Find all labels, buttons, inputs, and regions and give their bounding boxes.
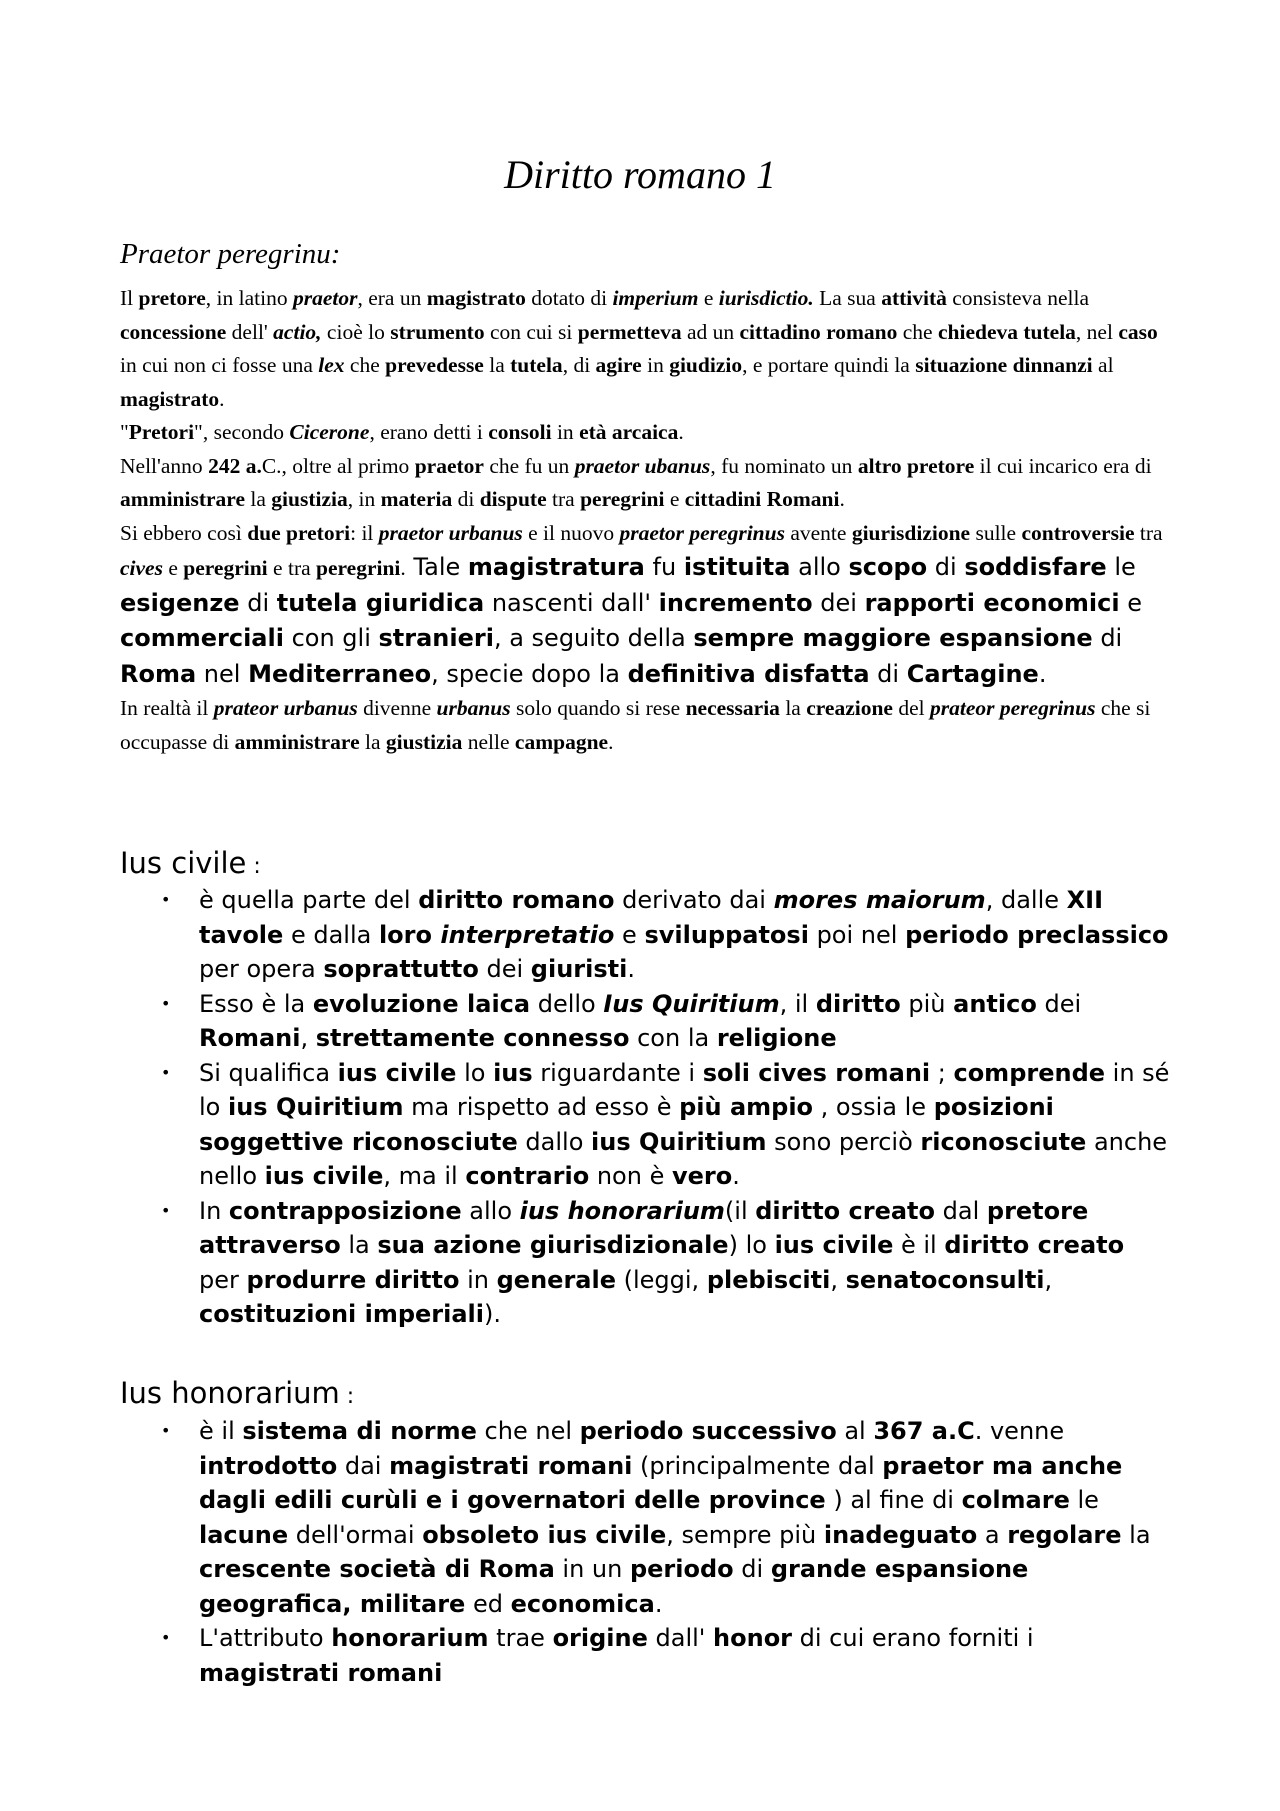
text-run: la — [340, 1231, 378, 1259]
list-item — [120, 1414, 1170, 1621]
text-run: grande espansione geografica, militare — [199, 1555, 1029, 1618]
text-run: di — [927, 553, 965, 581]
text-run: istituita — [683, 553, 791, 581]
text-run: Mediterraneo — [248, 659, 432, 688]
text-run: necessaria — [685, 696, 780, 720]
text-run: honorarium — [331, 1624, 489, 1652]
text-run: L'attributo — [199, 1624, 332, 1652]
text-run: allo — [461, 1196, 520, 1225]
text-run: creazione — [806, 696, 893, 720]
text-run: e — [698, 286, 719, 310]
text-run: e — [664, 487, 685, 511]
text-run: , in latino — [205, 286, 293, 310]
text-run: di — [452, 487, 480, 511]
text-run: materia — [380, 487, 453, 511]
text-run: praetor ma anche dagli edili curùli e i governatori delle province — [199, 1451, 1123, 1514]
text-run: derivato dai — [614, 886, 774, 914]
text-run: stranieri — [378, 624, 494, 652]
page-title: Diritto romano 1 — [504, 152, 776, 197]
text-run: ma rispetto ad esso è — [403, 1093, 680, 1121]
text-run: amministrare — [120, 487, 245, 511]
text-run: cittadino romano — [739, 319, 898, 344]
bullet-icon: • — [161, 1628, 171, 1647]
text-run: agire — [595, 353, 642, 377]
text-run: è il — [893, 1231, 945, 1259]
list-item — [120, 883, 1170, 987]
text-run: Pretori — [128, 420, 195, 444]
text-run: (leggi, — [615, 1265, 707, 1294]
text-run: sistema di norme — [242, 1417, 477, 1445]
text-run: dei — [478, 955, 531, 983]
text-run: ) al fine di — [825, 1486, 962, 1514]
text-run: produrre diritto — [246, 1265, 460, 1294]
text-run: evoluzione laica — [312, 989, 531, 1018]
text-run: per opera — [199, 955, 324, 983]
text-run: magistratura — [467, 553, 645, 581]
text-run: XII tavole — [199, 886, 1104, 949]
text-run: che — [344, 353, 386, 377]
text-run: più ampio — [679, 1093, 814, 1121]
text-run: ius civile — [774, 1231, 894, 1259]
text-run: costituzioni imperiali — [199, 1300, 485, 1328]
text-run: permetteva — [577, 319, 682, 344]
text-run: la — [1121, 1520, 1151, 1549]
text-run: più — [900, 989, 954, 1018]
text-run: La sua — [813, 286, 882, 310]
text-run: e dalla — [283, 920, 379, 949]
text-run: trae — [488, 1624, 553, 1652]
text-run: in un — [554, 1555, 630, 1583]
text-run: giuristi — [530, 955, 628, 983]
text-run: , sempre più — [666, 1520, 824, 1549]
text-run: ius civile — [337, 1058, 457, 1087]
text-run: , nel — [1075, 319, 1119, 344]
list-item — [120, 1194, 1170, 1332]
text-run: divenne — [357, 696, 437, 720]
text-run: la — [245, 487, 272, 511]
text-run: inadeguato — [823, 1520, 978, 1549]
text-run: In — [199, 1196, 229, 1225]
text-run: ius Quiritium — [227, 1093, 404, 1121]
text-run: che fu un — [483, 453, 575, 478]
text-run: imperium — [612, 286, 699, 310]
text-run: senatoconsulti — [845, 1265, 1045, 1294]
text-run: Cicerone — [289, 420, 370, 444]
text-run: interpretatio — [440, 920, 615, 949]
text-run: 367 a.C — [873, 1417, 975, 1445]
text-run: , il — [779, 989, 816, 1018]
text-run: magistrati romani — [389, 1451, 633, 1480]
text-run: lo — [456, 1058, 494, 1087]
ius-civile-heading-colon: : — [246, 854, 261, 879]
text-run: di cui erano forniti i — [792, 1624, 1034, 1652]
text-run: di — [869, 659, 907, 688]
text-run: consoli — [488, 420, 552, 444]
praetor-paragraph-3 — [120, 450, 1170, 517]
text-run: con gli — [283, 624, 379, 652]
text-run: rapporti economici — [864, 588, 1120, 617]
text-run: periodo preclassico — [905, 920, 1169, 949]
text-run: al — [1092, 353, 1114, 377]
text-run: ed — [465, 1589, 511, 1618]
text-run: in — [641, 353, 670, 377]
text-run: strumento — [390, 319, 485, 344]
text-run: Il — [120, 286, 139, 310]
text-run: ius honorarium — [519, 1196, 725, 1225]
text-run: praetor — [414, 453, 484, 478]
section-heading-ius-honorarium — [120, 1375, 354, 1415]
text-run: , — [300, 1024, 316, 1052]
text-run: in — [459, 1265, 497, 1294]
text-run: sono perciò — [766, 1127, 921, 1156]
text-run: dispute — [479, 487, 547, 511]
text-run: lacune — [199, 1520, 289, 1549]
text-run: situazione dinnanzi — [915, 353, 1093, 377]
text-run: che si occupasse di — [120, 696, 1151, 754]
text-run: . — [627, 955, 635, 983]
praetor-paragraphs — [120, 282, 1170, 759]
bullet-icon: • — [161, 1200, 171, 1220]
text-run: mores maiorum — [773, 886, 986, 914]
text-run: diritto creato — [755, 1196, 936, 1225]
text-run: . — [732, 1162, 740, 1190]
text-run: religione — [716, 1024, 837, 1052]
text-run: praetor ubanus — [574, 453, 711, 478]
text-run: due pretori — [247, 520, 351, 545]
text-run: tra — [546, 487, 581, 511]
text-run: In realtà il — [120, 696, 214, 720]
text-run: e — [614, 920, 645, 949]
text-run: 242 a. — [208, 453, 262, 478]
text-run: (il — [724, 1196, 756, 1225]
text-run: tutela — [510, 353, 563, 377]
text-run: lex — [318, 353, 345, 377]
text-run: il cui incarico era di — [974, 453, 1152, 478]
list-item — [120, 1056, 1170, 1194]
text-run: del — [892, 696, 931, 720]
text-run: obsoleto ius civile — [422, 1520, 667, 1549]
text-run: in sé lo — [199, 1058, 1170, 1121]
text-run: . — [608, 729, 614, 754]
text-run: crescente società di Roma — [199, 1555, 555, 1583]
text-run: che — [897, 319, 938, 344]
text-run: prateor urbanus — [213, 696, 358, 720]
text-run: Esso è la — [199, 989, 313, 1018]
text-run: avente — [784, 520, 852, 545]
text-run: , e portare quindi la — [742, 353, 916, 377]
text-run: , dalle — [985, 886, 1067, 914]
text-run: diritto creato — [944, 1231, 1125, 1259]
text-run: concessione — [120, 319, 227, 344]
text-run: soli cives romani — [702, 1058, 931, 1087]
text-run: età arcaica — [579, 420, 679, 444]
text-run: , fu nominato un — [710, 453, 858, 478]
text-run: per — [199, 1265, 247, 1294]
text-run: è il — [199, 1417, 243, 1445]
text-run: ; — [930, 1058, 954, 1087]
text-run: di — [239, 588, 277, 617]
text-run: ", secondo — [194, 420, 290, 444]
text-run: nel — [196, 659, 249, 688]
text-run: cittadini Romani — [684, 487, 840, 511]
text-run: attività — [881, 286, 947, 310]
text-run: . — [1038, 659, 1047, 688]
text-run: giurisdizione — [851, 520, 971, 545]
text-run: . — [839, 487, 845, 511]
text-run: C., oltre al primo — [261, 453, 415, 478]
text-run: . — [654, 1589, 663, 1618]
praetor-paragraph-5 — [120, 692, 1170, 759]
text-run: antico — [953, 989, 1037, 1018]
text-run: " — [120, 420, 129, 444]
section-heading-praetor: Praetor peregrinu: — [120, 238, 341, 270]
text-run: dei — [1036, 989, 1082, 1018]
ius-honorarium-heading-colon: : — [339, 1384, 355, 1409]
text-run: fu — [644, 553, 684, 581]
text-run: ius Quiritium — [591, 1127, 767, 1156]
text-run: cives — [120, 556, 163, 580]
text-run: , ma il — [383, 1162, 466, 1190]
text-run: , di — [562, 353, 596, 377]
text-run: nascenti dall' — [484, 588, 659, 617]
text-run: commerciali — [120, 624, 284, 652]
ius-civile-heading-text: Ius civile — [120, 846, 247, 880]
text-run: praetor peregrinus — [619, 520, 785, 545]
text-run: origine — [552, 1624, 648, 1652]
ius-honorarium-list — [120, 1414, 1170, 1690]
text-run: giustizia — [271, 487, 348, 511]
bullet-icon: • — [161, 993, 171, 1013]
text-run: dei — [812, 588, 865, 617]
text-run: loro — [378, 920, 441, 949]
text-run: periodo — [629, 1555, 734, 1583]
text-run: honor — [713, 1624, 793, 1652]
text-run: le — [1069, 1486, 1099, 1514]
text-run: che nel — [476, 1417, 580, 1445]
text-run: magistrato — [120, 386, 220, 411]
text-run: al — [836, 1417, 874, 1445]
text-run: periodo successivo — [579, 1417, 837, 1445]
text-run: dall' — [647, 1624, 714, 1652]
text-run: magistrati romani — [199, 1658, 443, 1687]
praetor-paragraph-2 — [120, 416, 1170, 450]
text-run: dello — [530, 989, 604, 1018]
text-run: consisteva nella — [946, 286, 1089, 310]
text-run: in — [551, 420, 580, 444]
text-run: . venne — [974, 1417, 1065, 1445]
text-run: . — [678, 420, 684, 444]
text-run: . — [400, 556, 406, 580]
text-run: diritto romano — [418, 886, 615, 914]
text-run: Si ebbero così — [120, 520, 248, 545]
text-run: e — [1119, 588, 1143, 617]
text-run: Ius Quiritium — [603, 989, 780, 1018]
text-run: a — [977, 1520, 1008, 1549]
text-run: con cui si — [484, 319, 578, 344]
text-run: in cui non ci fosse una — [120, 353, 319, 377]
ius-civile-list — [120, 883, 1170, 1332]
text-run: ) lo — [728, 1231, 775, 1259]
text-run: riconosciute — [920, 1127, 1087, 1156]
text-run: (principalmente dal — [632, 1451, 883, 1480]
text-run: regolare — [1007, 1520, 1122, 1549]
list-item — [120, 1621, 1170, 1690]
text-run: e il nuovo — [522, 520, 620, 545]
text-run: amministrare — [234, 729, 360, 754]
text-run: di — [733, 1555, 771, 1583]
text-run: , — [830, 1265, 846, 1294]
text-run: ius civile — [264, 1162, 384, 1190]
text-run: dotato di — [525, 286, 613, 310]
text-run: solo quando si rese — [510, 696, 686, 720]
text-run: generale — [496, 1265, 616, 1294]
text-run: scopo — [848, 553, 928, 581]
text-run: nelle — [462, 729, 515, 754]
bullet-icon: • — [161, 890, 171, 909]
text-run: contrapposizione — [228, 1196, 462, 1225]
text-run: non è — [589, 1162, 672, 1190]
text-run: introdotto — [199, 1451, 338, 1480]
text-run: Nell'anno — [120, 453, 209, 478]
text-run: strettamente connesso — [315, 1024, 630, 1052]
text-run: riguardante i — [532, 1058, 703, 1087]
text-run: peregrini — [316, 556, 401, 580]
text-run: Roma — [120, 659, 197, 688]
text-run: , in — [347, 487, 381, 511]
list-item — [120, 987, 1170, 1056]
text-run: plebisciti — [706, 1265, 831, 1294]
text-run: sviluppatosi — [644, 920, 809, 949]
text-run: Cartagine — [906, 659, 1039, 688]
text-run: giudizio — [669, 353, 743, 377]
text-run: posizioni soggettive riconosciute — [199, 1093, 1054, 1156]
text-run: vero — [671, 1162, 733, 1190]
text-run: anche nello — [199, 1127, 1168, 1190]
section-heading-ius-civile — [120, 845, 261, 885]
text-run: Tale — [405, 553, 468, 581]
text-run: dal — [935, 1196, 987, 1225]
bullet-icon: • — [161, 1421, 171, 1440]
text-run: cioè lo — [321, 319, 391, 344]
text-run: e — [162, 556, 184, 580]
text-run: diritto — [815, 989, 901, 1018]
text-run: praetor urbanus — [378, 520, 523, 545]
text-run: prevedesse — [385, 353, 484, 377]
text-run: le — [1106, 553, 1136, 581]
text-run: allo — [790, 553, 849, 581]
ius-honorarium-heading-text: Ius honorarium — [120, 1376, 340, 1410]
text-run: Si qualifica — [199, 1058, 338, 1087]
text-run: , — [1044, 1265, 1053, 1294]
text-run: soddisfare — [964, 553, 1107, 581]
text-run: prateor peregrinus — [930, 696, 1096, 720]
text-run: , erano detti i — [369, 420, 489, 444]
text-run: ius — [493, 1058, 533, 1087]
text-run: Romani — [199, 1024, 301, 1052]
text-run: giustizia — [385, 729, 463, 754]
text-run: ad un — [681, 319, 740, 344]
text-run: pretore — [138, 286, 206, 310]
bullet-icon: • — [161, 1062, 171, 1082]
text-run: con la — [629, 1024, 717, 1052]
text-run: chiedeva tutela — [937, 319, 1076, 344]
text-run: definitiva disfatta — [627, 659, 870, 688]
text-run: contrario — [465, 1162, 590, 1190]
praetor-paragraph-1 — [120, 282, 1170, 416]
text-run: magistrato — [426, 286, 526, 310]
text-run: praetor — [292, 286, 358, 310]
text-run: tutela giuridica — [276, 588, 485, 617]
text-run: peregrini — [580, 487, 665, 511]
text-run: di — [1092, 624, 1123, 652]
text-run: la — [483, 353, 511, 377]
praetor-paragraph-4 — [120, 517, 1170, 693]
text-run: iurisdictio. — [718, 286, 814, 310]
text-run: , a seguito della — [493, 624, 694, 652]
text-run: economica — [510, 1589, 655, 1618]
text-run: colmare — [961, 1486, 1070, 1514]
text-run: , era un — [357, 286, 427, 310]
text-run: è quella parte del — [199, 886, 419, 914]
text-run: pretore attraverso — [199, 1196, 1089, 1259]
text-run: altro pretore — [857, 453, 975, 478]
text-run: , specie dopo la — [431, 659, 628, 688]
text-run: esigenze — [120, 588, 240, 617]
text-run: campagne — [514, 729, 609, 754]
text-run: la — [779, 696, 807, 720]
text-run: poi nel — [808, 920, 906, 949]
text-run: urbanus — [436, 696, 511, 720]
text-run: controversie — [1021, 520, 1135, 545]
text-run: soprattutto — [323, 955, 479, 983]
text-run: caso — [1118, 319, 1158, 344]
text-run: dell'ormai — [288, 1520, 423, 1549]
text-run: actio, — [273, 319, 322, 344]
text-run: la — [359, 729, 386, 754]
text-run: dallo — [517, 1127, 592, 1156]
text-run: , ossia le — [813, 1093, 934, 1121]
text-run: e tra — [267, 556, 317, 580]
text-run: : il — [350, 520, 379, 545]
text-run: sulle — [970, 520, 1022, 545]
text-run: . — [219, 386, 225, 411]
text-run: sua azione giurisdizionale — [377, 1231, 729, 1259]
text-run: comprende — [953, 1058, 1106, 1087]
text-run: incremento — [658, 588, 813, 617]
text-run: dell' — [226, 319, 274, 344]
text-run: dai — [337, 1451, 390, 1480]
text-run: tra — [1134, 520, 1163, 545]
text-run: sempre maggiore espansione — [693, 624, 1093, 652]
text-run: peregrini — [183, 556, 268, 580]
text-run: ). — [484, 1300, 502, 1328]
